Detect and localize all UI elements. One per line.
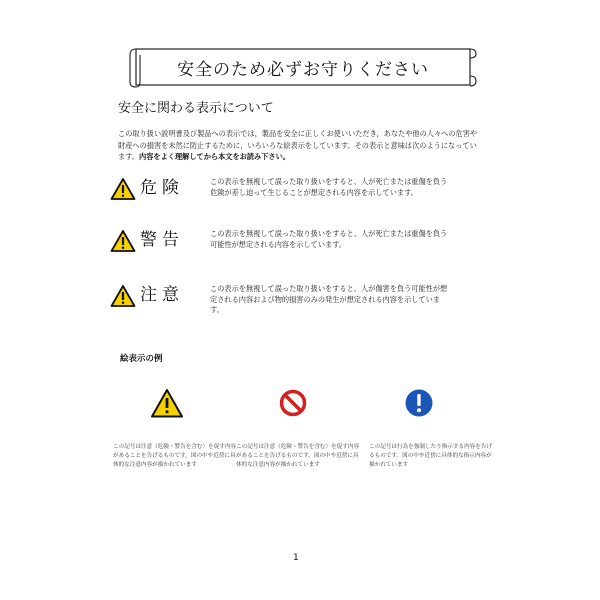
warning-triangle-icon [110,284,136,308]
intro-paragraph [118,128,483,163]
warning-triangle-icon [110,229,136,253]
example-description: この記号は注意（危険・警告を含む）を促す内容があることを告げるものです。図の中や近傍に具体的な注意内容が描かれています [113,444,237,468]
prohibition-icon [278,388,308,418]
examples-heading: 絵表示の例 [120,354,163,364]
example-description: この記号は注意（危険・警告を含む）を促す内容があることを告げるものです。図の中や近傍に具体的な注意内容が描かれています [236,444,360,468]
banner-title: 安全のため必ずお守りください [177,59,429,80]
level-warning [110,229,470,269]
level-label: 危険 [140,178,184,198]
warning-triangle-icon [110,177,136,201]
level-description: この表示を無視して誤った取り扱いをすると、人が死亡または重傷を負う危険が差し迫って生じることが想定される内容を示しています。 [210,177,448,197]
title-banner [128,46,478,88]
intro-emphasis: 内容をよく理解してから本文をお読み下さい。 [139,152,290,161]
intro-text: この取り扱い説明書及び製品への表示では，製品を安全に正しくお使いいただき，あなたや他の人々への危害や財産への損害を未然に防止するために，いろいろな絵表示をしています。その表示と意味は次のようになっています。 [118,129,478,161]
page-number: 1 [293,553,299,563]
section-heading: 安全に関わる表示について [118,101,274,116]
level-description: この表示を無視して誤った取り扱いをすると、人が傷害を負う可能性が想定される内容および物的損害のみの発生が想定される内容を示しています。 [210,284,448,314]
level-caution [110,284,470,324]
mandatory-action-icon [404,388,434,418]
caution-triangle-icon [150,388,184,419]
level-danger [110,177,470,217]
example-description: この記号は行為を強制したり指示する内容を告げるものです。図の中や近傍に具体的な指示内容が描かれています [369,444,493,468]
level-label: 注意 [140,285,184,305]
level-description: この表示を無視して誤った取り扱いをすると、人が死亡または重傷を負う可能性が想定される内容を示しています。 [210,229,448,249]
level-label: 警告 [140,230,184,250]
